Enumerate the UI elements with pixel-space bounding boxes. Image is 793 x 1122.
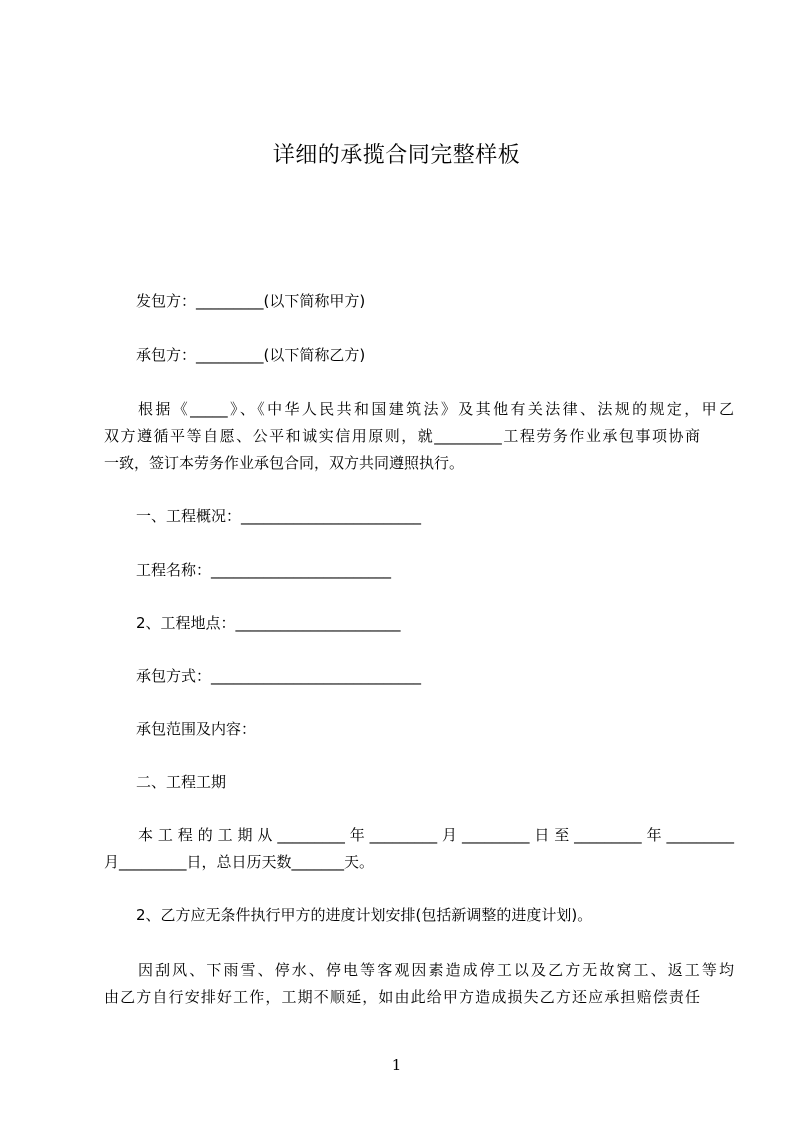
party-a-line: 发包方：_________(以下简称甲方) bbox=[136, 292, 366, 310]
schedule-clause-line: 2、乙方应无条件执行甲方的进度计划安排(包括新调整的进度计划)。 bbox=[136, 906, 593, 924]
weather-clause-line-2: 由乙方自行安排好工作，工期不顺延，如由此给甲方造成损失乙方还应承担赔偿责任 bbox=[104, 988, 700, 1006]
preamble-line-1: 根据《_____》、《中华人民共和国建筑法》及其他有关法律、法规的规定，甲乙 bbox=[138, 400, 734, 418]
project-name-line: 工程名称：________________________ bbox=[136, 561, 392, 579]
party-b-line: 承包方：_________(以下简称乙方) bbox=[136, 346, 366, 364]
preamble-line-3: 一致，签订本劳务作业承包合同，双方共同遵照执行。 bbox=[104, 454, 465, 472]
contract-method-line: 承包方式：____________________________ bbox=[136, 667, 422, 685]
weather-clause-line-1: 因刮风、下雨雪、停水、停电等客观因素造成停工以及乙方无故窝工、返工等均 bbox=[138, 961, 734, 979]
section-overview-heading: 一、工程概况：________________________ bbox=[136, 507, 422, 525]
project-location-line: 2、工程地点：______________________ bbox=[136, 614, 401, 632]
page-number: 1 bbox=[391, 1056, 402, 1074]
contract-scope-line: 承包范围及内容： bbox=[136, 720, 257, 738]
duration-line-2: 月_________日，总日历天数_______天。 bbox=[104, 853, 375, 871]
preamble-line-2: 双方遵循平等自愿、公平和诚实信用原则，就_________工程劳务作业承包事项协商 bbox=[104, 427, 700, 445]
section-duration-heading: 二、工程工期 bbox=[136, 773, 227, 791]
duration-line-1: 本工程的工期从_________年_________月_________日至_________年_________ bbox=[138, 826, 734, 844]
document-title: 详细的承揽合同完整样板 bbox=[272, 143, 521, 168]
